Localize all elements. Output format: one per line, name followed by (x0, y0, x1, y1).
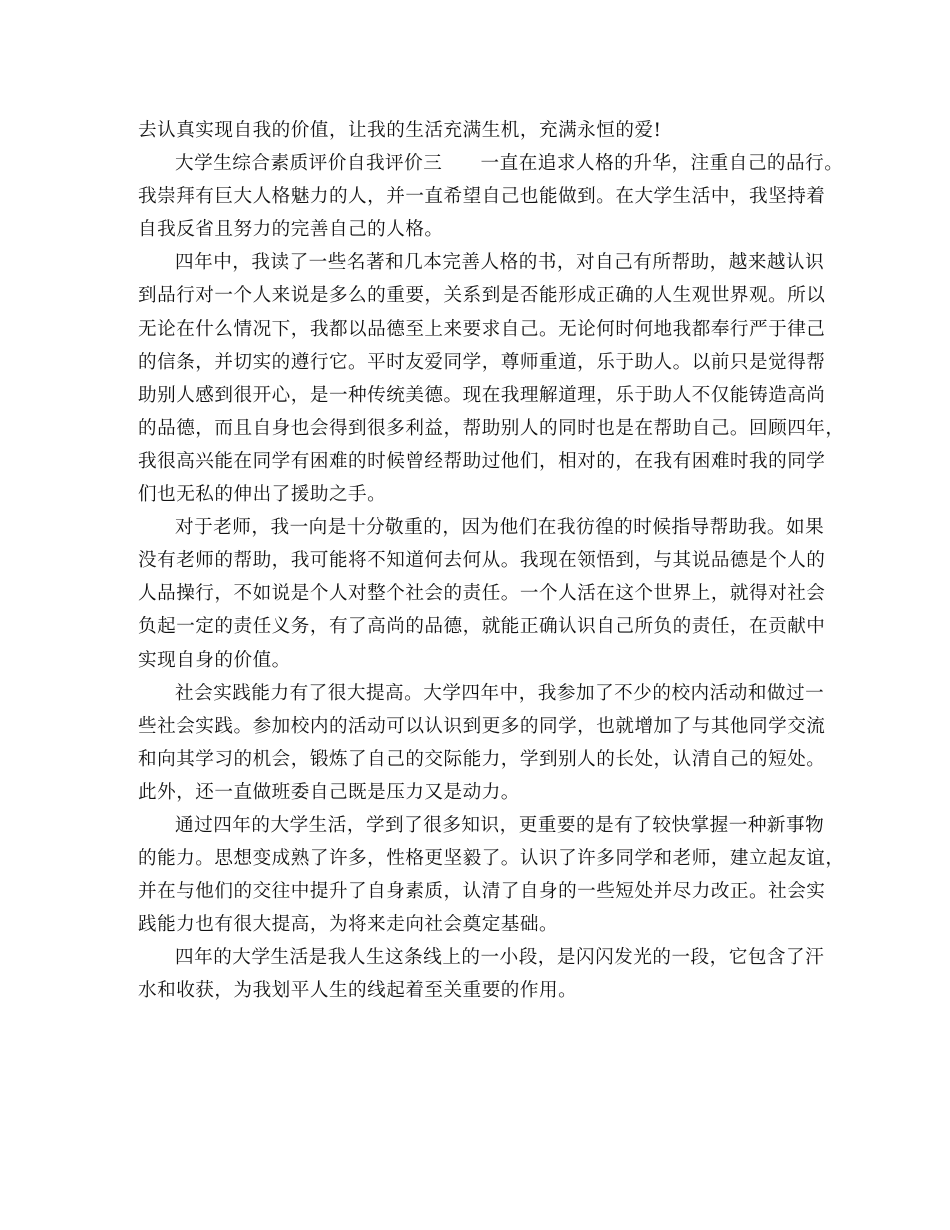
text-line: 人品操行，不如说是个人对整个社会的责任。一个人活在这个世界上，就得对社会 (138, 583, 826, 605)
text-line: 和向其学习的机会，锻炼了自己的交际能力，学到别人的长处，认清自己的短处。 (138, 748, 826, 770)
text-line: 去认真实现自我的价值，让我的生活充满生机，充满永恒的爱! (138, 120, 662, 141)
text-line: 四年的大学生活是我人生这条线上的一小段，是闪闪发光的一段，它包含了汗 (175, 947, 825, 969)
text-line: 四年中，我读了一些名著和几本完善人格的书，对自己有所帮助，越来越认识 (175, 252, 825, 274)
text-line: 我崇拜有巨大人格魅力的人，并一直希望自己也能做到。在大学生活中，我坚持着 (138, 186, 826, 208)
text-line: 自我反省且努力的完善自己的人格。 (138, 219, 444, 241)
text-line: 社会实践能力有了很大提高。大学四年中，我参加了不少的校内活动和做过一 (175, 682, 825, 704)
text-line: 些社会实践。参加校内的活动可以认识到更多的同学，也就增加了与其他同学交流 (138, 715, 826, 737)
text-line: 通过四年的大学生活，学到了很多知识，更重要的是有了较快掌握一种新事物 (175, 814, 825, 836)
text-line: 的能力。思想变成熟了许多，性格更坚毅了。认识了许多同学和老师，建立起友谊， (138, 848, 845, 870)
text-line: 此外，还一直做班委自己既是压力又是动力。 (138, 781, 520, 803)
text-line: 实现自身的价值。 (138, 649, 291, 671)
text-line: 负起一定的责任义务，有了高尚的品德，就能正确认识自己所负的责任，在贡献中 (138, 616, 826, 638)
text-line: 没有老师的帮助，我可能将不知道何去何从。我现在领悟到，与其说品德是个人的 (138, 550, 826, 572)
text-line: 对于老师，我一向是十分敬重的，因为他们在我彷徨的时候指导帮助我。如果 (175, 517, 825, 539)
text-line: 到品行对一个人来说是多么的重要，关系到是否能形成正确的人生观世界观。所以 (138, 285, 826, 307)
text-line: 践能力也有很大提高，为将来走向社会奠定基础。 (138, 914, 559, 936)
text-line: 助别人感到很开心，是一种传统美德。现在我理解道理，乐于助人不仅能铸造高尚 (138, 384, 826, 406)
text-line: 水和收获，为我划平人生的线起着至关重要的作用。 (138, 980, 578, 1002)
text-line: 们也无私的伸出了援助之手。 (138, 484, 387, 506)
text-line: 并在与他们的交往中提升了自身素质，认清了自身的一些短处并尽力改正。社会实 (138, 881, 826, 903)
text-line: 无论在什么情况下，我都以品德至上来要求自己。无论何时何地我都奉行严于律己 (138, 318, 826, 340)
text-line: 大学生综合素质评价自我评价三 一直在追求人格的升华，注重自己的品行。 (175, 153, 844, 175)
document-body (138, 114, 845, 1008)
text-line: 的品德，而且自身也会得到很多利益，帮助别人的同时也是在帮助自己。回顾四年， (138, 417, 845, 439)
text-line: 的信条，并切实的遵行它。平时友爱同学，尊师重道，乐于助人。以前只是觉得帮 (138, 351, 826, 373)
text-line: 我很高兴能在同学有困难的时候曾经帮助过他们，相对的，在我有困难时我的同学 (138, 450, 826, 472)
